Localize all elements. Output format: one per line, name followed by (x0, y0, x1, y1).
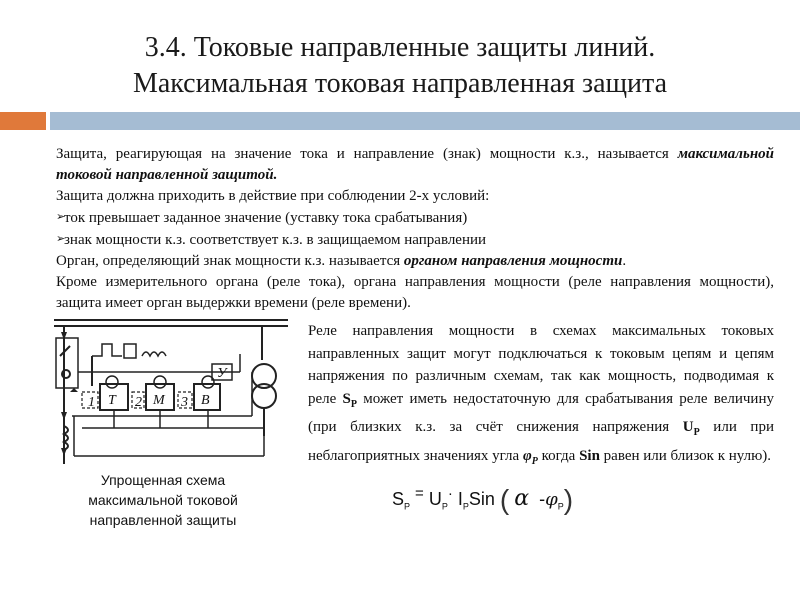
formula-sin: Sin (468, 489, 495, 509)
accent-band-blue (50, 112, 800, 130)
formula-u: U (428, 489, 442, 509)
symbol-u: U (682, 419, 694, 435)
relay-label-y: У (217, 366, 227, 381)
arrow-bullet-icon: ➢ (56, 233, 66, 245)
protection-schematic-diagram (52, 316, 290, 464)
symbol-phi-sub: P (531, 455, 538, 467)
formula-u-sub: P (441, 501, 448, 512)
relay-label-b: В (201, 393, 210, 408)
intro-paragraph-3 (56, 251, 774, 272)
condition-1-text: ток превышает заданное значение (уставку тока срабатывания) (64, 210, 468, 226)
symbol-u-p (682, 419, 700, 438)
symbol-phi: φ (522, 447, 532, 464)
symbol-u-sub: P (693, 427, 700, 438)
formula-s: S (392, 489, 405, 509)
relay-label-t: Т (108, 393, 116, 408)
formula-close-paren: ) (563, 484, 574, 515)
formula-phi-sub: P (557, 501, 564, 512)
relay-label-2: 2 (135, 395, 142, 410)
slide-title (0, 30, 800, 102)
arrow-bullet-icon: ➢ (56, 211, 66, 223)
condition-item-2 (56, 229, 774, 251)
condition-item-1 (56, 207, 774, 229)
condition-2-text: знак мощности к.з. соответствует к.з. в защищаемом направлении (64, 232, 487, 248)
intro-text (56, 144, 774, 314)
diagram-caption (58, 470, 268, 530)
relay-explanation-text (308, 320, 774, 473)
intro-paragraph-4: Кроме измерительного органа (реле тока), органа направления мощности (реле направления мощности), защита имеет орган выдержки времени (реле времени). (56, 274, 774, 311)
formula-alpha: α (514, 486, 530, 511)
term-power-direction-organ: органом направления мощности (403, 253, 623, 269)
explanation-part-5: равен или близок к нулю). (599, 447, 772, 464)
symbol-phi-p (522, 447, 538, 467)
title-line-2: Максимальная токовая направленная защита (132, 68, 668, 99)
relay-label-1: 1 (88, 395, 95, 410)
symbol-s-sub: P (350, 398, 357, 410)
explanation-part-1: Реле направления мощности в схемах максимальных токовых направленных защит могут подключаться к токовым цепям и цепям напряжения по различным схемам, так как мощность, подводимая к реле (308, 323, 774, 407)
caption-line-3: направленной защиты (89, 512, 237, 528)
caption-line-1: Упрощенная схема (100, 472, 226, 488)
term-directional-protection: максимальной токовой направленной защитой. (56, 146, 774, 183)
explanation-part-3: или при неблагоприятных значениях угла (308, 419, 774, 464)
formula-minus: - (539, 489, 546, 509)
intro-p3-end: . (622, 253, 627, 269)
symbol-s: S (342, 390, 351, 407)
relay-label-3: 3 (181, 395, 188, 410)
power-formula (392, 484, 573, 516)
intro-paragraph-1 (56, 144, 774, 186)
formula-open-paren: ( (499, 484, 510, 515)
formula-phi: φ (545, 489, 558, 510)
symbol-s-p (342, 390, 357, 410)
caption-line-2: максимальной токовой (88, 492, 238, 508)
intro-paragraph-2: Защита должна приходить в действие при соблюдении 2-х условий: (56, 188, 490, 204)
formula-dot: · (447, 485, 453, 502)
accent-band-orange (0, 112, 46, 130)
relay-label-m: М (153, 393, 165, 408)
title-line-1: 3.4. Токовые направленные защиты линий. (144, 32, 656, 63)
formula-i: I (457, 489, 463, 509)
intro-p1-text: Защита, реагирующая на значение тока и направление (знак) мощности к.з., называется (56, 146, 678, 162)
formula-s-sub: P (404, 501, 411, 512)
symbol-sin: Sin (579, 447, 600, 464)
intro-p3-text: Орган, определяющий знак мощности к.з. называется (56, 253, 404, 269)
formula-i-sub: P (462, 501, 469, 512)
explanation-part-2: может иметь недостаточную для срабатывания реле величину (при близких к.з. за счёт снижения напряжения (308, 390, 774, 435)
explanation-part-4: когда (537, 447, 580, 464)
formula-equals: = (415, 485, 424, 502)
